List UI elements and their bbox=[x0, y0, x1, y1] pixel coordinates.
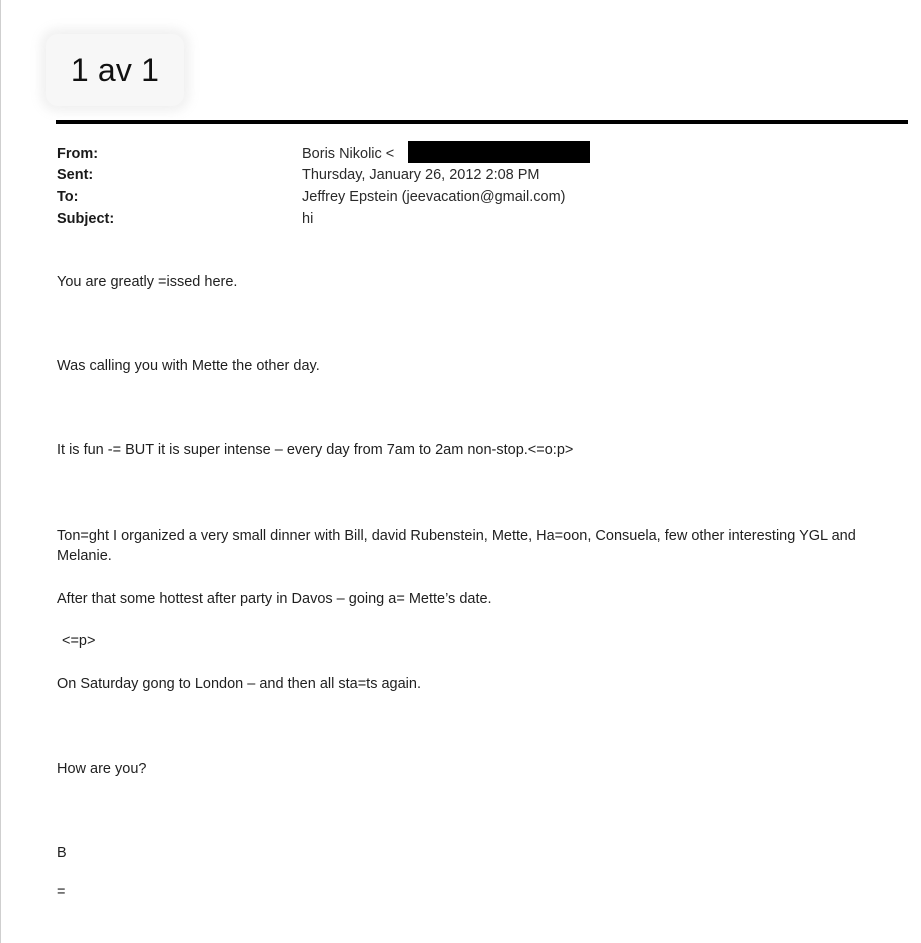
body-line-4: Ton=ght I organized a very small dinner with Bill, david Rubenstein, Mette, Ha=oon, Consuela, few other interesting YGL and Melanie. bbox=[57, 528, 856, 564]
page-counter: 1 av 1 bbox=[46, 34, 184, 106]
body-line-10: = bbox=[57, 884, 66, 900]
to-value: Jeffrey Epstein (jeevacation@gmail.com) bbox=[302, 189, 566, 205]
redaction-bar bbox=[408, 141, 590, 163]
body-line-5: After that some hottest after party in Davos – going a= Mette’s date. bbox=[57, 591, 492, 607]
header-divider bbox=[56, 120, 908, 124]
body-line-3: It is fun -= BUT it is super intense – every day from 7am to 2am non-stop.<=o:p> bbox=[57, 442, 574, 458]
body-line-6: <=p> bbox=[62, 633, 96, 649]
from-label: From: bbox=[57, 146, 99, 162]
sent-value: Thursday, January 26, 2012 2:08 PM bbox=[302, 167, 540, 183]
page-left-edge bbox=[0, 0, 1, 943]
body-line-2: Was calling you with Mette the other day. bbox=[57, 358, 320, 374]
body-line-8: How are you? bbox=[57, 761, 147, 777]
sent-label: Sent: bbox=[57, 167, 94, 183]
body-line-7: On Saturday gong to London – and then all sta=ts again. bbox=[57, 676, 421, 692]
subject-label: Subject: bbox=[57, 211, 115, 227]
subject-value: hi bbox=[302, 211, 314, 227]
body-line-1: You are greatly =issed here. bbox=[57, 274, 238, 290]
to-label: To: bbox=[57, 189, 79, 205]
from-value: Boris Nikolic < bbox=[302, 146, 395, 162]
body-line-9: B bbox=[57, 845, 67, 861]
